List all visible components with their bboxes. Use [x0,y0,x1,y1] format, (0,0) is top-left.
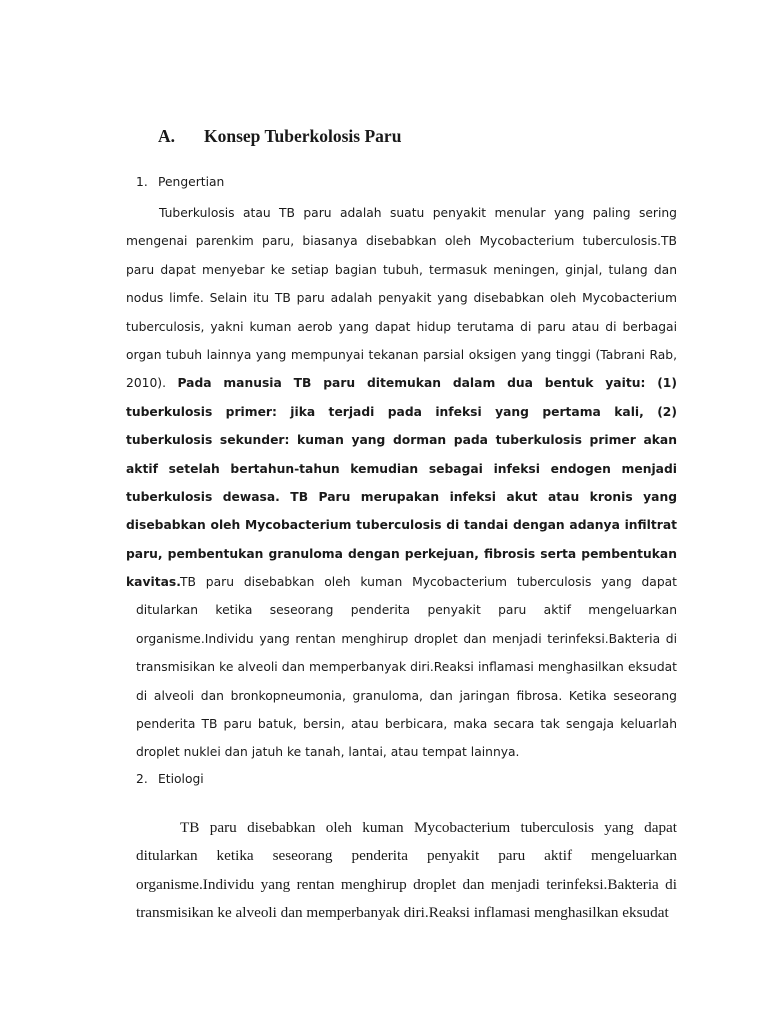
heading-title: Konsep Tuberkolosis Paru [204,126,402,146]
subsection-etiologi [136,772,204,786]
section-heading [158,126,401,147]
subsection-number: 1. [136,175,148,189]
pengertian-paragraph [126,199,677,597]
subsection-pengertian [136,175,224,189]
transmission-text: TB paru disebabkan oleh kuman Mycobacterium tuberculosis yang dapat ditularkan ketika seseorang penderita penyakit paru aktif mengeluarkan organisme.Individu yang rentan menghirup droplet dan menjadi terinfeksi.Bakteria di transmisikan ke alveoli dan memperbanyak diri.Reaksi inflamasi menghasilkan eksudat di alveoli dan bronkopneumonia, granuloma, dan jaringan fibrosa. Ketika seseorang penderita TB paru batuk, bersin, atau berbicara, maka secara tak sengaja keluarlah droplet nuklei dan jatuh ke tanah, lantai, atau tempat lainnya. [136,575,677,760]
subsection-title: Etiologi [158,772,204,786]
transmission-paragraph [136,568,677,767]
pengertian-bold-text: Pada manusia TB paru ditemukan dalam dua bentuk yaitu: (1) tuberkulosis primer: jika terjadi pada infeksi yang pertama kali, (2) tuberkulosis sekunder: kuman yang dorman pada tuberkulosis primer akan aktif setelah bertahun-tahun kemudian sebagai infeksi endogen menjadi tuberkulosis dewasa. TB Paru merupakan infeksi akut atau kronis yang disebabkan oleh Mycobacterium tuberculosis di tandai dengan adanya infiltrat paru, pembentukan granuloma dengan perkejuan, fibrosis serta pembentukan kavitas. [126,376,677,590]
subsection-number: 2. [136,772,148,786]
etiologi-paragraph [136,814,677,928]
etiologi-text: TB paru disebabkan oleh kuman Mycobacterium tuberculosis yang dapat ditularkan ketika seseorang penderita penyakit paru aktif mengeluarkan organisme.Individu yang rentan menghirup droplet dan menjadi terinfeksi.Bakteria di transmisikan ke alveoli dan memperbanyak diri.Reaksi inflamasi menghasilkan eksudat [136,819,677,922]
heading-number: A. [158,126,176,146]
subsection-title: Pengertian [158,175,225,189]
pengertian-text: Tuberkulosis atau TB paru adalah suatu penyakit menular yang paling sering mengenai parenkim paru, biasanya disebabkan oleh Mycobacterium tuberculosis.TB paru dapat menyebar ke setiap bagian tubuh, termasuk meningen, ginjal, tulang dan nodus limfe. Selain itu TB paru adalah penyakit yang disebabkan oleh Mycobacterium tuberculosis, yakni kuman aerob yang dapat hidup terutama di paru atau di berbagai organ tubuh lainnya yang mempunyai tekanan parsial oksigen yang tinggi (Tabrani Rab, 2010). [126,206,677,391]
